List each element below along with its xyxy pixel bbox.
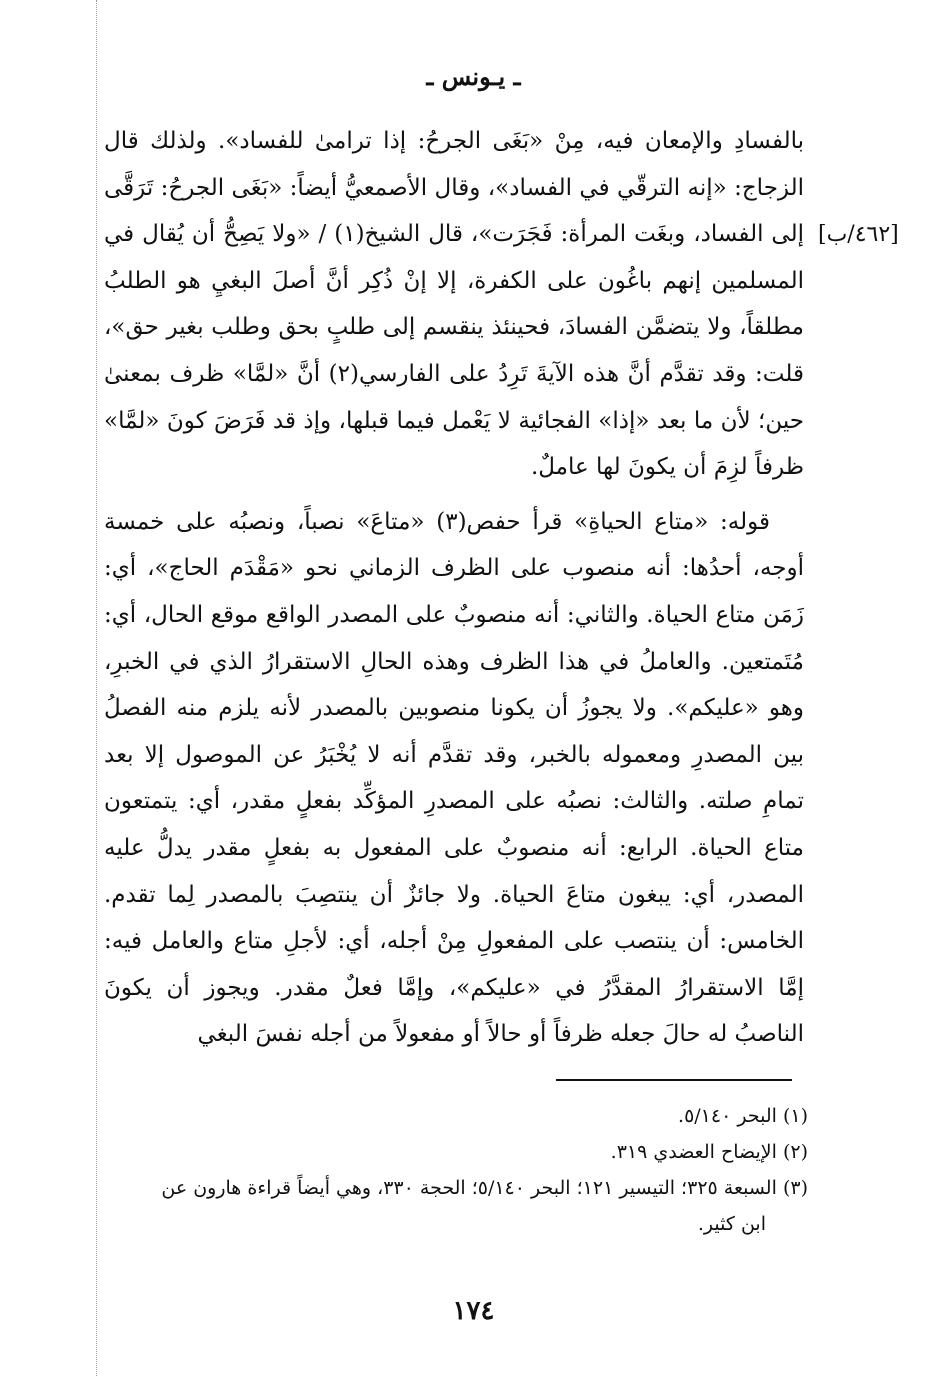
margin-dotted-rule	[96, 0, 97, 1376]
footnote-3-text: السبعة ٣٢٥؛ التيسير ١٢١؛ البحر ٥/١٤٠؛ الحجة ٣٣٠، وهي أيضاً قراءة هارون عن	[161, 1177, 777, 1199]
page-number: ١٧٤	[452, 1296, 495, 1326]
manuscript-folio-reference: [٤٦٢/ب]	[818, 222, 899, 247]
footnote-3-number: (٣)	[782, 1177, 808, 1199]
footnote-2	[104, 1134, 808, 1170]
footnote-separator	[556, 1079, 792, 1081]
footnote-3	[104, 1170, 808, 1206]
running-header: ـ يـونس ـ	[426, 62, 521, 91]
main-text	[104, 118, 804, 1058]
paragraph-1: بالفسادِ والإمعان فيه، مِنْ «بَغَى الجرحُ: إذا ترامىٰ للفساد». ولذلك قال الزجاج: «إنه الترقّي في الفساد»، وقال الأصمعيُّ أيضاً: «بَغَى الجرحُ: تَرَقَّى إلى الفساد، وبغَت المرأة: فَجَرَت»، قال الشيخ(١) / «ولا يَصِحُّ أن يُقال في المسلمين إنهم باغُون على الكفرة، إلا إنْ ذُكِر أنَّ أصلَ البغيِ هو الطلبُ مطلقاً، ولا يتضمَّن الفسادَ، فحينئذ ينقسم إلى طلبٍ بحق وطلب بغير حق»، قلت: وقد تقدَّم أنَّ هذه الآيةَ تَرِدُ على الفارسي(٢) أنَّ «لمَّا» ظرف بمعنىٰ حين؛ لأن ما بعد «إذا» الفجائية لا يَعْمل فيما قبلها، وإذ قد فَرَضَ كونَ «لمَّا» ظرفاً لزِمَ أن يكونَ لها عاملٌ.	[104, 128, 804, 481]
footnote-2-text: الإيضاح العضدي ٣١٩.	[610, 1141, 777, 1163]
footnote-1-text: البحر ٥/١٤٠.	[678, 1105, 777, 1127]
footnote-1-number: (١)	[782, 1105, 808, 1127]
footnotes	[104, 1098, 808, 1242]
footnote-3-continuation: ابن كثير.	[697, 1213, 766, 1235]
footnote-2-number: (٢)	[782, 1141, 808, 1163]
footnote-1	[104, 1098, 808, 1134]
paragraph-2: قوله: «متاع الحياةِ» قرأ حفص(٣) «متاعَ» نصباً، ونصبُه على خمسة أوجه، أحدُها: أنه منصوب على الظرف الزماني نحو «مَقْدَم الحاج»، أي: زَمَن متاع الحياة. والثاني: أنه منصوبٌ على المصدر الواقع موقع الحال، أي: مُتَمتعين. والعاملُ في هذا الظرف وهذه الحالِ الاستقرارُ الذي في الخبرِ، وهو «عليكم». ولا يجوزُ أن يكونا منصوبين بالمصدر لأنه يلزم منه الفصلُ بين المصدرِ ومعموله بالخبر، وقد تقدَّم أنه لا يُخْبَرُ عن الموصول إلا بعد تمامِ صلته. والثالث: نصبُه على المصدرِ المؤكِّد بفعلٍ مقدر، أي: يتمتعون متاع الحياة. الرابع: أنه منصوبٌ على المفعول به بفعلٍ مقدر يدلُّ عليه المصدر، أي: يبغون متاعَ الحياة. ولا جائزٌ أن ينتصِبَ بالمصدر لِما تقدم. الخامس: أن ينتصب على المفعولِ مِنْ أجله، أي: لأجلِ متاع والعامل فيه: إمَّا الاستقرارُ المقدَّرُ في «عليكم»، وإمَّا فعلٌ مقدر. ويجوز أن يكونَ الناصبُ له حالَ جعله ظرفاً أو حالاً أو مفعولاً من أجله نفسَ البغي	[104, 508, 804, 1048]
